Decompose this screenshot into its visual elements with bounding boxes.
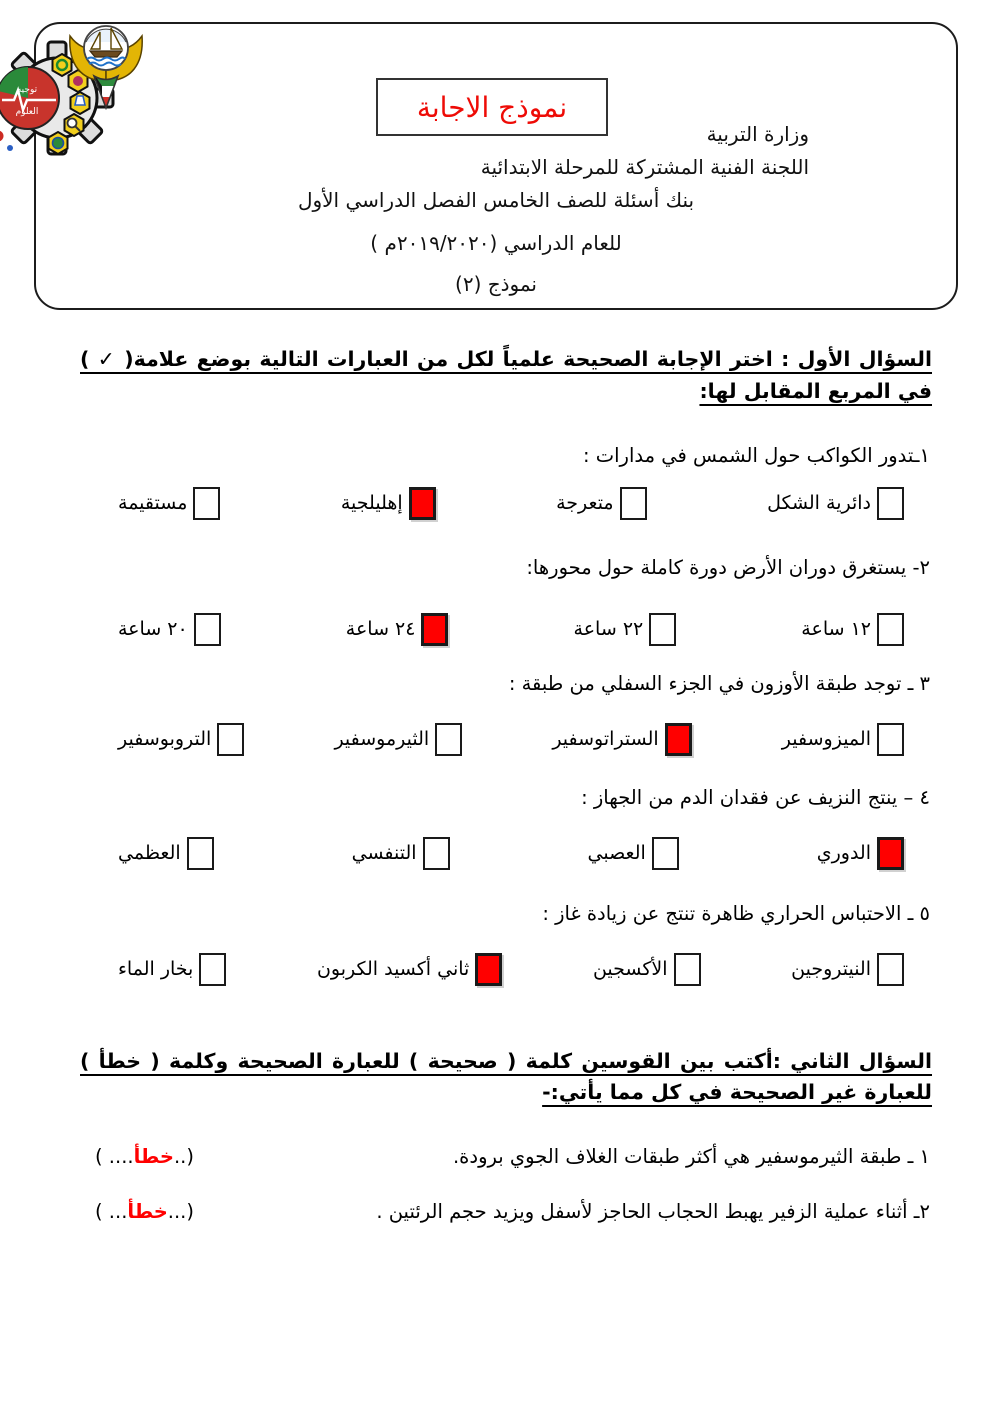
option-co2 (317, 953, 502, 986)
answer-checkbox[interactable] (665, 723, 692, 756)
option-label: الثيرموسفير (334, 728, 430, 751)
option-label: النيتروجين (791, 958, 871, 981)
question-2-options (118, 613, 904, 646)
answer-checkbox[interactable] (877, 613, 904, 646)
model-number-line: نموذج (٢) (455, 272, 537, 296)
option-label: ٢٠ ساعة (118, 618, 188, 641)
answer-checkbox[interactable] (199, 953, 226, 986)
answer-checkbox[interactable] (620, 487, 647, 520)
option-troposphere (118, 723, 244, 756)
option-20h (118, 613, 221, 646)
option-label: إهليلجية (340, 492, 403, 515)
answer-checkbox[interactable] (421, 613, 448, 646)
option-nervous (588, 837, 679, 870)
question-4-options (118, 837, 904, 870)
option-label: العصبي (587, 842, 646, 865)
option-circular (767, 487, 904, 520)
option-label: ثاني أكسيد الكربون (316, 958, 470, 981)
statement-1-text: ١ ـ طبقة الثيرموسفير هي أكثر طبقات الغلاف الجوي برودة. (452, 1145, 930, 1169)
answer-checkbox[interactable] (423, 837, 450, 870)
section2-heading: السؤال الثاني :أكتب بين القوسين كلمة ( صحيحة ) للعبارة الصحيحة وكلمة ( خطأ ) للعبارة غير الصحيحة في كل مما يأتي:- (80, 1048, 932, 1105)
answer-checkbox[interactable] (194, 613, 221, 646)
option-water-vapor (118, 953, 226, 986)
question-3-options (118, 723, 904, 756)
header-box (15, 22, 958, 310)
header-lines (36, 118, 956, 301)
option-circulatory (817, 837, 904, 870)
option-label: العظمي (118, 842, 181, 865)
option-22h (574, 613, 677, 646)
question-1-options (118, 487, 904, 520)
answer-checkbox[interactable] (435, 723, 462, 756)
option-label: ٢٢ ساعة (573, 618, 644, 641)
option-label: مستقيمة (118, 492, 188, 515)
dhow-hull (90, 51, 122, 57)
option-12h (801, 613, 904, 646)
statement-1-answer-word: خطأ (133, 1145, 174, 1169)
question-2-text: ٢- يستغرق دوران الأرض دورة كاملة حول محورها: (526, 555, 930, 579)
option-oxygen (593, 953, 701, 986)
option-label: دائرية الشكل (767, 492, 871, 515)
option-skeletal (118, 837, 214, 870)
answer-checkbox[interactable] (674, 953, 701, 986)
answer-checkbox[interactable] (877, 723, 904, 756)
option-label: الستراتوسفير (552, 728, 659, 751)
option-label: ١٢ ساعة (801, 618, 871, 641)
question-5-options (118, 953, 904, 986)
question-1-text: ١ـتدور الكواكب حول الشمس في مدارات : (582, 443, 930, 467)
answer-checkbox[interactable] (649, 613, 676, 646)
option-label: بخار الماء (118, 958, 194, 981)
answer-checkbox[interactable] (877, 837, 904, 870)
question-5-text: ٥ ـ الاحتباس الحراري ظاهرة تنتج عن زيادة غاز : (542, 901, 930, 925)
answer-key-title: نموذج الاجابة (416, 90, 568, 124)
section1-heading: السؤال الأول : اختر الإجابة الصحيحة علمياً لكل من العبارات التالية بوضع علامة( ✓ ) في المربع المقابل لها: (80, 347, 932, 403)
option-nitrogen (791, 953, 904, 986)
option-mesosphere (782, 723, 904, 756)
option-straight (118, 487, 220, 520)
question-bank-line: بنك أسئلة للصف الخامس الفصل الدراسي الأول (297, 188, 695, 212)
statement-2-answer-word: خطأ (127, 1200, 168, 1224)
option-elliptical (341, 487, 436, 520)
option-label: الدوري (816, 842, 871, 865)
committee-line: اللجنة الفنية المشتركة للمرحلة الابتدائية (480, 155, 809, 179)
option-label: الأكسجين (592, 958, 668, 981)
answer-checkbox[interactable] (877, 487, 904, 520)
option-respiratory (352, 837, 450, 870)
option-label: التروبوسفير (118, 728, 212, 751)
statement-2-text: ٢ـ أثناء عملية الزفير يهبط الحجاب الحاجز لأسفل ويزيد حجم الرئتين . (376, 1200, 930, 1224)
answer-checkbox[interactable] (877, 953, 904, 986)
answer-checkbox[interactable] (193, 487, 220, 520)
answer-checkbox[interactable] (217, 723, 244, 756)
option-thermosphere (334, 723, 462, 756)
question-4-text: ٤ – ينتج النزيف عن فقدان الدم من الجهاز : (581, 785, 930, 809)
statement-2-row (95, 1200, 930, 1223)
option-label: التنفسي (351, 842, 417, 865)
option-stratosphere (552, 723, 691, 756)
option-24h (346, 613, 449, 646)
option-label: الميزوسفير (781, 728, 871, 751)
statement-2-answer: ( ...خطأ...) (95, 1200, 194, 1224)
statement-1-answer: ( ....خطأ..) (95, 1145, 194, 1169)
science-logo-text-1: توجيه (16, 85, 38, 95)
statement-1-row (95, 1145, 930, 1168)
answer-checkbox[interactable] (652, 837, 679, 870)
kuwait-emblem-logo (62, 18, 150, 110)
question-3-text: ٣ ـ توجد طبقة الأوزون في الجزء السفلي من طبقة : (508, 671, 930, 695)
answer-checkbox[interactable] (409, 487, 436, 520)
ministry-line: وزارة التربية (706, 122, 809, 146)
academic-year-line: للعام الدراسي (٢٠١٩/٢٠٢٠م ) (370, 231, 622, 255)
option-zigzag (556, 487, 647, 520)
answer-checkbox[interactable] (187, 837, 214, 870)
science-logo-text-2: العلوم (15, 107, 39, 117)
answer-checkbox[interactable] (475, 953, 502, 986)
option-label: متعرجة (556, 492, 614, 515)
option-label: ٢٤ ساعة (345, 618, 416, 641)
